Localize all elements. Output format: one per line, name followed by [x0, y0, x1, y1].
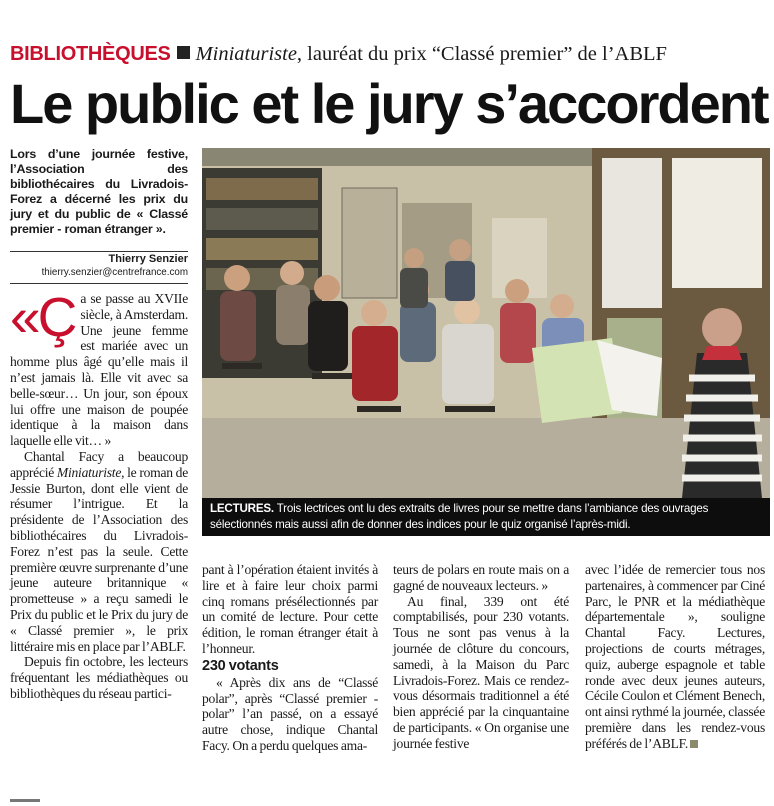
photo-caption — [202, 498, 770, 536]
article-column-2 — [202, 562, 378, 754]
caption-label: LECTURES. — [210, 502, 274, 515]
kicker-book-title: Miniaturiste — [195, 43, 297, 65]
caption-text: Trois lectrices ont lu des extraits de livres pour se mettre dans l’ambiance des ouvrages sélectionnés mais aussi afin de donner des indices pour le quiz organisé l’après-midi. — [210, 502, 709, 531]
paragraph-text: avec l’idée de remercier tous nos partenaires, à commencer par Ciné Parc, le PNR et la médiathèque départementale », souligne Chantal Facy. Lectures, projections de courts métrages, quiz, auberge espagnole et table ronde avec deux jeunes auteurs, Cécile Coulon et Clément Benech, ont ainsi rythmé la journée, classée première dans les rendez-vous préférés de l’ABLF. — [585, 562, 765, 751]
byline-email: thierry.senzier@centrefrance.com — [41, 267, 188, 278]
headline: Le public et le jury s’accordent — [10, 72, 768, 135]
paragraph: Au final, 339 ont été comptabilisés, pour 230 votants. Tous ne sont pas venus à la journée de clôture du concours, samedi, à la Maison du Parc Livradois-Forez. Mais ce rendez-vous désormais traditionnel a été bien apprécié par la cinquantaine de participants. « On organise une journée festive — [393, 593, 569, 751]
paragraph-text: a se passe au XVIIe siècle, à Amsterdam. Une jeune femme est mariée avec un homme plus âgé qu’elle mais il n’est jamais là. Elle vit avec sa belle-sœur… Un jour, son époux lui offre une maison de poupée identique à la maison dans laquelle elle vit… » — [10, 291, 188, 449]
page-edge-mark — [10, 799, 40, 802]
byline-author: Thierry Senzier — [108, 253, 188, 265]
kicker-text: , lauréat du prix “Classé premier” de l’ABLF — [296, 43, 667, 65]
paragraph: pant à l’opération étaient invités à lire et à faire leur choix parmi cinq romans présélectionnés par un comité de lecture. Pour cette édition, le roman étranger était à l’honneur. — [202, 562, 378, 656]
paragraph: teurs de polars en route mais on a gagné de nouveaux lecteurs. » — [393, 562, 569, 593]
paragraph — [10, 286, 188, 449]
article-column-4 — [585, 562, 765, 752]
byline-rule-bottom — [10, 283, 188, 284]
paragraph: Depuis fin octobre, les lecteurs fréquentant les médiathèques ou bibliothèques du réseau partici- — [10, 654, 188, 701]
article-column-3 — [393, 562, 569, 752]
paragraph-text: , le roman de Jessie Burton, dont elle vient de résumer l’intrigue. Et la présidente de l’Association des bibliothécaires du Livradois-Forez n’est pas la seule. Cette première œuvre surprenante d’une jeune auteure britannique « prometteuse » a reçu samedi le Prix du public et le Prix du jury de « Classé premier », le prix littéraire mis en place par l’ABLF. — [10, 464, 188, 654]
rubric-label: BIBLIOTHÈQUES — [10, 43, 171, 65]
bullet-square-icon — [177, 46, 190, 59]
article-column-1 — [10, 286, 188, 702]
kicker-line — [10, 40, 770, 68]
photo-image — [202, 148, 770, 498]
article-lead: Lors d’une journée festive, l’Association des bibliothécaires du Livradois-Forez a décerné les prix du jury et du public de « Classé premier - roman étranger ». — [10, 147, 188, 237]
paragraph: « Après dix ans de “Classé polar”, après “Classé premier - polar” l’an passé, on a essayé autre chose, indique Chantal Facy. On a perdu quelques ama- — [202, 674, 378, 753]
photo — [202, 148, 770, 536]
paragraph — [10, 449, 188, 654]
paragraph-text: Chantal Facy a beaucoup apprécié — [10, 448, 188, 480]
end-of-article-icon — [690, 740, 698, 748]
book-title: Miniaturiste — [56, 464, 122, 480]
intertitle: 230 votants — [202, 657, 279, 674]
paragraph — [585, 562, 765, 752]
byline-rule-top — [10, 251, 188, 252]
dropcap: «Ç — [10, 286, 75, 348]
